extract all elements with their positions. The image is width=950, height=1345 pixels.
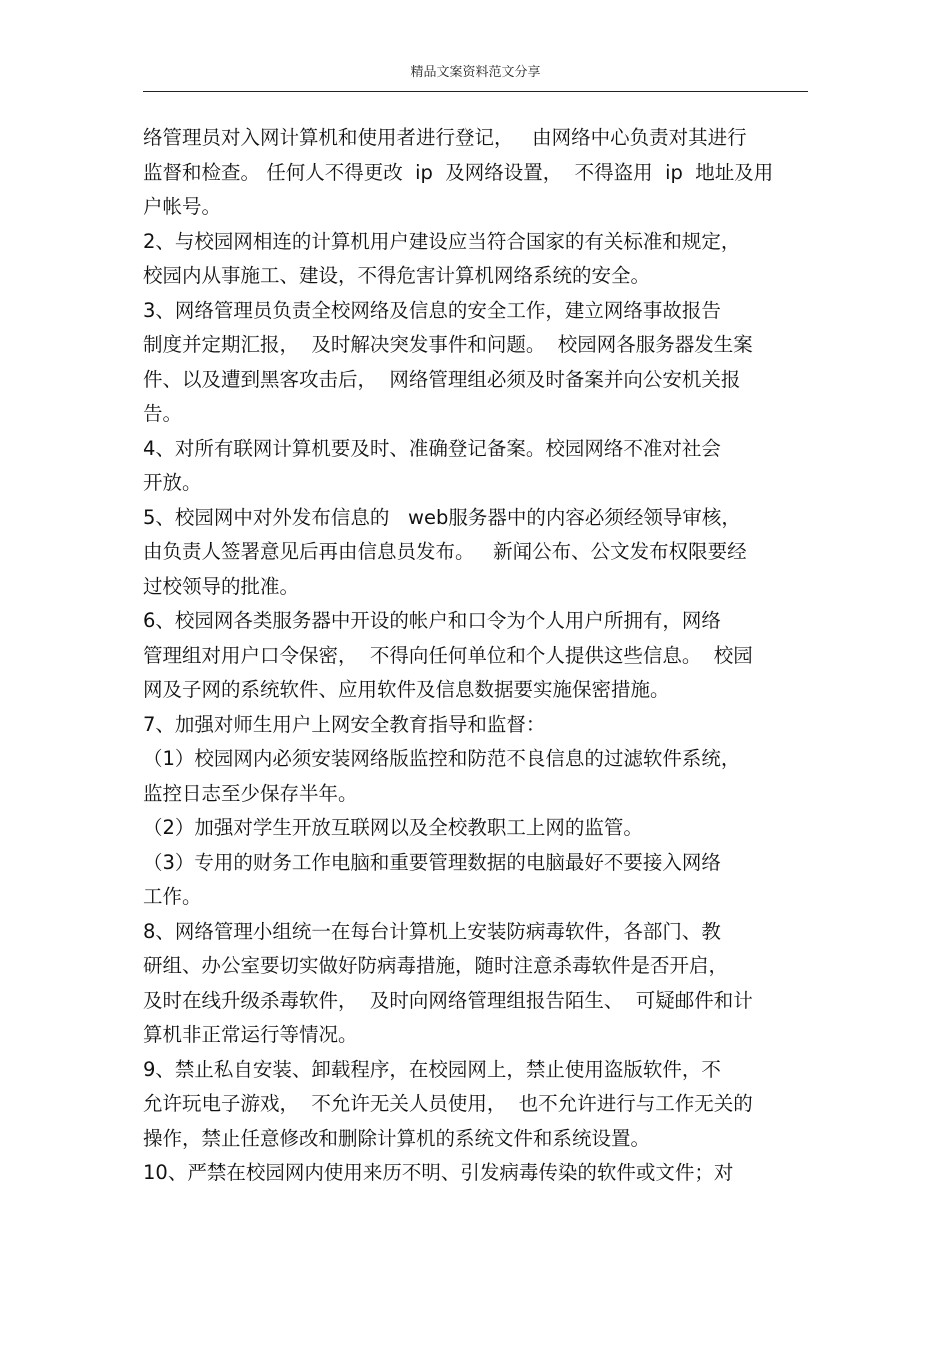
body-line: 由负责人签署意见后再由信息员发布。 新闻公布、公文发布权限要经 <box>143 540 747 563</box>
body-line: 8、网络管理小组统一在每台计算机上安装防病毒软件，各部门、教 <box>143 919 721 943</box>
body-line: 操作，禁止任意修改和删除计算机的系统文件和系统设置。 <box>143 1126 651 1150</box>
body-line: 告。 <box>143 402 183 425</box>
body-line: 算机非正常运行等情况。 <box>143 1023 358 1046</box>
body-line: 工作。 <box>143 885 202 908</box>
body-line: 监督和检查。 任何人不得更改 ip 及网络设置， 不得盗用 ip 地址及用 <box>143 160 774 184</box>
body-line: 4、对所有联网计算机要及时、准确登记备案。校园网络不准对社会 <box>143 436 721 460</box>
body-line: 10、严禁在校园网内使用来历不明、引发病毒传染的软件或文件；对 <box>143 1161 734 1184</box>
body-line: 监控日志至少保存半年。 <box>143 781 358 805</box>
body-line: 络管理员对入网计算机和使用者进行登记， 由网络中心负责对其进行 <box>143 126 747 149</box>
body-line: 研组、办公室要切实做好防病毒措施，随时注意杀毒软件是否开启， <box>143 954 729 977</box>
body-line: （3）专用的财务工作电脑和重要管理数据的电脑最好不要接入网络 <box>143 850 721 874</box>
page-header: 精品文案资料范文分享 <box>410 65 541 80</box>
body-line: 允许玩电子游戏， 不允许无关人员使用， 也不允许进行与工作无关的 <box>143 1092 753 1115</box>
body-line: 3、网络管理员负责全校网络及信息的安全工作，建立网络事故报告 <box>143 298 721 322</box>
body-line: 户帐号。 <box>143 195 222 218</box>
body-line: 7、加强对师生用户上网安全教育指导和监督： <box>143 712 546 736</box>
body-line: 5、校园网中对外发布信息的 web服务器中的内容必须经领导审核， <box>143 505 741 529</box>
body-line: 校园内从事施工、建设，不得危害计算机网络系统的安全。 <box>143 264 651 287</box>
body-line: 网及子网的系统软件、应用软件及信息数据要实施保密措施。 <box>143 678 670 701</box>
body-line: 件、以及遭到黑客攻击后， 网络管理组必须及时备案并向公安机关报 <box>143 367 741 391</box>
header-divider <box>143 91 808 92</box>
document-body <box>143 121 808 1191</box>
body-line: 2、与校园网相连的计算机用户建设应当符合国家的有关标准和规定， <box>143 229 741 253</box>
body-line: 6、校园网各类服务器中开设的帐户和口令为个人用户所拥有，网络 <box>143 609 721 632</box>
body-line: 制度并定期汇报， 及时解决突发事件和问题。 校园网各服务器发生案 <box>143 333 753 356</box>
body-line: 管理组对用户口令保密， 不得向任何单位和个人提供这些信息。 校园 <box>143 643 753 667</box>
body-line: 过校领导的批准。 <box>143 574 300 598</box>
body-line: （1）校园网内必须安装网络版监控和防范不良信息的过滤软件系统， <box>143 747 741 770</box>
body-line: 及时在线升级杀毒软件， 及时向网络管理组报告陌生、 可疑邮件和计 <box>143 988 753 1012</box>
body-line: 开放。 <box>143 471 202 494</box>
body-line: （2）加强对学生开放互联网以及全校教职工上网的监管。 <box>143 816 643 839</box>
body-line: 9、禁止私自安装、卸载程序，在校园网上，禁止使用盗版软件，不 <box>143 1057 721 1081</box>
